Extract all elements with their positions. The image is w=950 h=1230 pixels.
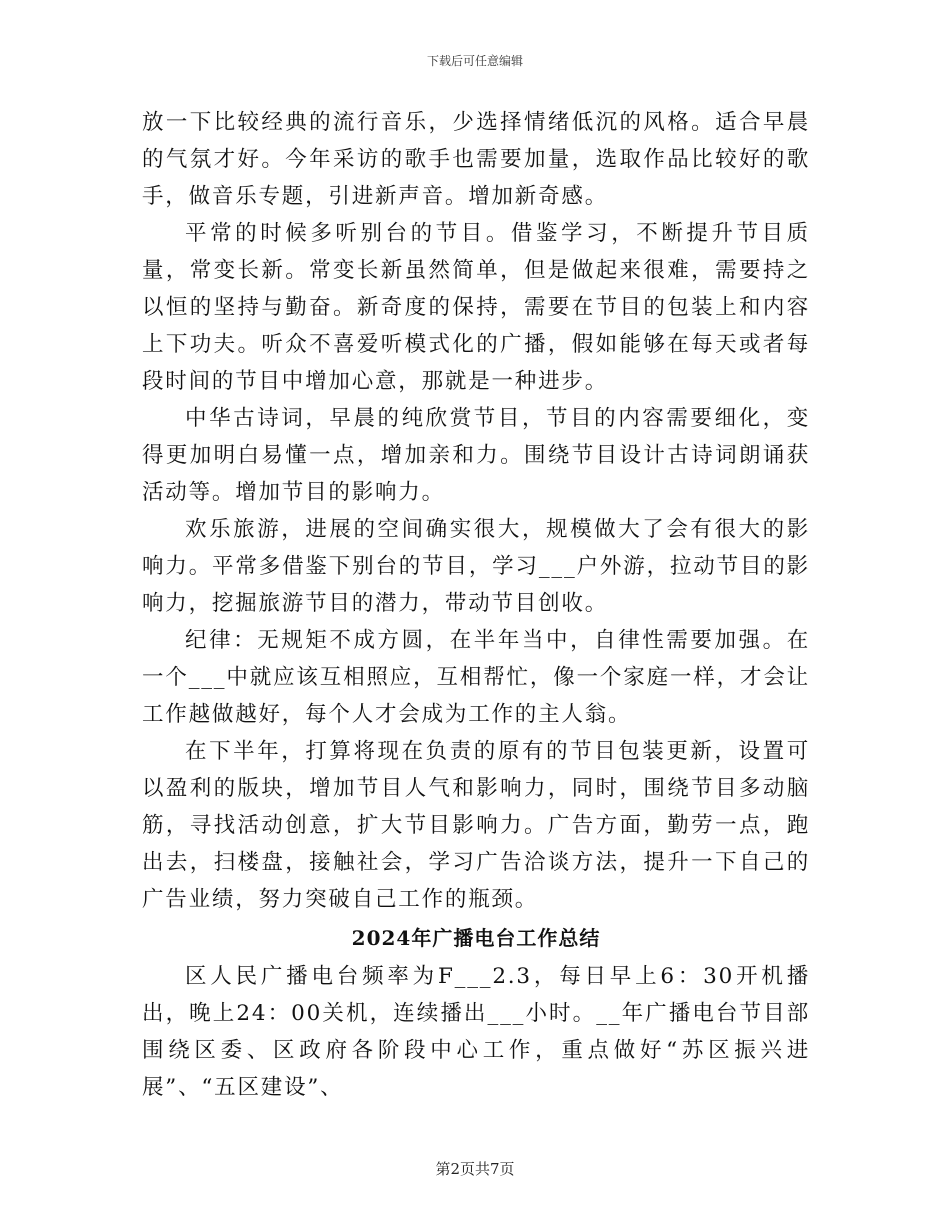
paragraph-discipline: 纪律：无规矩不成方圆，在半年当中，自律性需要加强。在一个___中就应该互相照应，互相帮忙，像一个家庭一样，才会让工作越做越好，每个人才会成为工作的主人翁。 (142, 628, 810, 727)
paragraph-station-overview: 区人民广播电台频率为F___2.3，每日早上6：30开机播出，晚上24：00关机，连续播出___小时。__年广播电台节目部围绕区委、区政府各阶段中心工作，重点做好“苏区振兴进展”、“五区建设”、 (142, 964, 810, 1100)
section-title: 2024年广播电台工作总结 (351, 926, 601, 950)
paragraph-learn-other-stations: 平常的时候多听别台的节目。借鉴学习，不断提升节目质量，常变长新。常变长新虽然简单，但是做起来很难，需要持之以恒的坚持与勤奋。新奇度的保持，需要在节目的包装上和内容上下功夫。听众不喜爱听模式化的广播，假如能够在每天或者每段时间的节目中增加心意，那就是一种进步。 (142, 221, 810, 394)
page-header-note: 下载后可任意编辑 (426, 54, 523, 68)
paragraph-classical-poetry: 中华古诗词，早晨的纯欣赏节目，节目的内容需要细化，变得更加明白易懂一点，增加亲和力。围绕节目设计古诗词朗诵获活动等。增加节目的影响力。 (142, 406, 810, 505)
paragraph-happy-travel: 欢乐旅游，进展的空间确实很大，规模做大了会有很大的影响力。平常多借鉴下别台的节目，学习___户外游，拉动节目的影响力，挖掘旅游节目的潜力，带动节目创收。 (142, 517, 810, 616)
page-number: 第2页共7页 (435, 1160, 515, 1178)
paragraph-music-style: 放一下比较经典的流行音乐，少选择情绪低沉的风格。适合早晨的气氛才好。今年采访的歌手也需要加量，选取作品比较好的歌手，做音乐专题，引进新声音。增加新奇感。 (142, 110, 810, 209)
paragraph-second-half-plan: 在下半年，打算将现在负责的原有的节目包装更新，设置可以盈利的版块，增加节目人气和影响力，同时，围绕节目多动脑筋，寻找活动创意，扩大节目影响力。广告方面，勤劳一点，跑出去，扫楼盘，接触社会，学习广告洽谈方法，提升一下自己的广告业绩，努力突破自己工作的瓶颈。 (142, 739, 810, 912)
document-body (142, 104, 810, 1106)
